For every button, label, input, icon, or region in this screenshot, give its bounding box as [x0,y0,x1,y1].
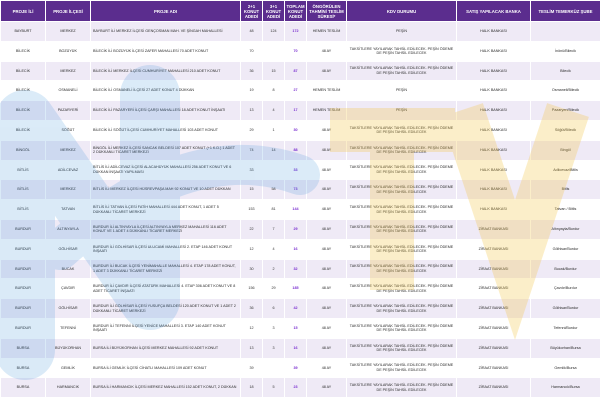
cell-district: ADİLCEVAZ [46,160,91,180]
cell-delivery-time: 48 AY [307,41,347,61]
cell-district: MERKEZ [46,22,91,42]
cell-district: OSMANELİ [46,81,91,101]
cell-district: ALTINYAYLA [46,219,91,239]
cell-units-3plus1: 6 [263,299,285,319]
cell-delivery-time: HEMEN TESLİM [307,101,347,121]
cell-province: BURDUR [1,318,46,338]
cell-province: BİLECİK [1,61,46,81]
cell-province: BURDUR [1,279,46,299]
table-row [1,61,600,81]
cell-branch: Tatvan / Bitlis [531,200,600,220]
cell-bank: HALK BANKASI [457,180,531,200]
cell-branch: Bitlis [531,180,600,200]
table-body [1,22,600,398]
cell-bank: HALK BANKASI [457,22,531,42]
cell-branch: Tefenni/Burdur [531,318,600,338]
cell-delivery-time: 48 AY [307,239,347,259]
cell-bank: HALK BANKASI [457,200,531,220]
cell-delivery-time: 48 AY [307,318,347,338]
table-row [1,239,600,259]
cell-branch: Osmaneli/Bilecik [531,81,600,101]
cell-units-total: 42 [285,299,307,319]
column-header: TOPLAM KONUT ADEDİ [285,1,307,22]
cell-project-name: BURDUR İLİ BUCAK İLÇESİ YENİMAHALLE MAHALLESİ 4. ETAP 178 ADET KONUT, 1 ADET 3 DÜKKANLI TİCARET MERKEZİ [91,259,241,279]
cell-project-name: BİLECİK İLİ PAZARYERİ İLÇESİ ÇARŞI MAHALLESİ 18 ADET KONUT İNŞAATI [91,101,241,121]
cell-units-3plus1: 29 [263,279,285,299]
cell-vat-status: TAKSİTLERE YAYILARAK TAHSİL EDİLECEK. PEŞİN ÖDEME DE PEŞİN TAHSİL EDİLECEK [347,180,457,200]
cell-vat-status: TAKSİTLERE YAYILARAK TAHSİL EDİLECEK. PEŞİN ÖDEME DE PEŞİN TAHSİL EDİLECEK [347,378,457,398]
cell-delivery-time: 48 AY [307,299,347,319]
cell-branch: İnönü/Bilecik [531,41,600,61]
cell-bank: ZİRAAT BANKASI [457,358,531,378]
cell-units-total: 27 [285,81,307,101]
cell-units-3plus1: 3 [263,318,285,338]
cell-district: BOZÜYÜK [46,41,91,61]
cell-units-3plus1 [263,41,285,61]
cell-units-2plus1: 19 [241,81,263,101]
cell-province: BİLECİK [1,101,46,121]
cell-vat-status: TAKSİTLERE YAYILARAK TAHSİL EDİLECEK. PEŞİN ÖDEME DE PEŞİN TAHSİL EDİLECEK [347,140,457,160]
cell-project-name: BİLECİK İLİ SÖĞÜT İLÇESİ CUMHURİYET MAHALLESİ 103 ADET KONUT [91,120,241,140]
cell-bank: ZİRAAT BANKASI [457,378,531,398]
cell-units-total: 70 [285,41,307,61]
cell-units-total: 73 [285,180,307,200]
table-row [1,259,600,279]
cell-units-3plus1: 4 [263,239,285,259]
cell-units-2plus1: 39 [241,358,263,378]
cell-project-name: BURSA İLİ GEMLİK İLÇESİ CİHATLI MAHALLESİ 109 ADET KONUT [91,358,241,378]
cell-units-total: 15 [285,318,307,338]
cell-district: GEMLİK [46,358,91,378]
cell-units-total: 16 [285,239,307,259]
cell-vat-status: TAKSİTLERE YAYILARAK TAHSİL EDİLECEK. PEŞİN ÖDEME DE PEŞİN TAHSİL EDİLECEK [347,239,457,259]
cell-units-2plus1: 22 [241,219,263,239]
cell-vat-status: TAKSİTLERE YAYILARAK TAHSİL EDİLECEK. PEŞİN ÖDEME DE PEŞİN TAHSİL EDİLECEK [347,279,457,299]
cell-delivery-time: 48 AY [307,338,347,358]
cell-branch: Bingöl [531,140,600,160]
cell-district: GÖLHİSAR [46,299,91,319]
cell-project-name: BİTLİS İLİ TATVAN İLÇESİ FATİH MAHALLESİ 444 ADET KONUT, 1 ADET 5 DÜKKANLI TİCARET MERKEZİ [91,200,241,220]
cell-units-total: 23 [285,378,307,398]
cell-units-3plus1 [263,160,285,180]
cell-delivery-time: 48 AY [307,180,347,200]
cell-bank: HALK BANKASI [457,140,531,160]
cell-branch: Bilecik [531,61,600,81]
cell-project-name: BAYBURT İLİ MERKEZ İLÇESİ GENÇOSMAN MAH. VE ŞİNGAH MAHALLESİ [91,22,241,42]
column-header: 3+1 KONUT ADEDİ [263,1,285,22]
cell-branch: Söğüt/Bilecik [531,120,600,140]
table-row [1,120,600,140]
table-row [1,318,600,338]
cell-units-3plus1: 7 [263,219,285,239]
cell-units-2plus1: 33 [241,160,263,180]
cell-district: MERKEZ [46,61,91,81]
cell-province: BURSA [1,338,46,358]
cell-units-total: 88 [285,140,307,160]
cell-units-total: 33 [285,160,307,180]
cell-vat-status: PEŞİN [347,101,457,121]
cell-units-total: 185 [285,279,307,299]
cell-bank: HALK BANKASI [457,41,531,61]
cell-district: BUCAK [46,259,91,279]
cell-bank: ZİRAAT BANKASI [457,338,531,358]
table-row [1,200,600,220]
cell-delivery-time: 48 AY [307,279,347,299]
cell-units-total: 17 [285,101,307,121]
cell-branch: Altınyayla/Burdur [531,219,600,239]
cell-units-3plus1: 3 [263,338,285,358]
cell-bank: HALK BANKASI [457,81,531,101]
table-row [1,180,600,200]
cell-district: HARMANCIK [46,378,91,398]
cell-district: TEFENNİ [46,318,91,338]
cell-project-name: BİLECİK İLİ BOZÜYÜK İLÇESİ ZAFER MAHALLESİ 70 ADET KONUT [91,41,241,61]
cell-units-3plus1: 81 [263,200,285,220]
cell-vat-status: PEŞİN [347,22,457,42]
cell-units-total: 32 [285,259,307,279]
cell-units-2plus1: 36 [241,61,263,81]
cell-delivery-time: HEMEN TESLİM [307,22,347,42]
cell-units-3plus1: 5 [263,378,285,398]
table-row [1,338,600,358]
cell-units-total: 39 [285,358,307,378]
table-row [1,219,600,239]
cell-province: BURSA [1,358,46,378]
cell-delivery-time: 48 AY [307,378,347,398]
cell-branch: Gölhisar/Burdur [531,239,600,259]
cell-units-3plus1: 124 [263,22,285,42]
cell-vat-status: TAKSİTLERE YAYILARAK TAHSİL EDİLECEK. PEŞİN ÖDEME DE PEŞİN TAHSİL EDİLECEK [347,299,457,319]
cell-province: BİLECİK [1,81,46,101]
cell-delivery-time: 48 AY [307,61,347,81]
cell-units-total: 172 [285,22,307,42]
cell-bank: ZİRAAT BANKASI [457,279,531,299]
cell-units-total: 30 [285,120,307,140]
cell-bank: HALK BANKASI [457,61,531,81]
cell-district: MERKEZ [46,180,91,200]
table-row [1,160,600,180]
cell-province: BURDUR [1,239,46,259]
cell-vat-status: TAKSİTLERE YAYILARAK TAHSİL EDİLECEK. PEŞİN ÖDEME DE PEŞİN TAHSİL EDİLECEK [347,338,457,358]
cell-units-3plus1: 14 [263,140,285,160]
table-row [1,279,600,299]
cell-project-name: BİTLİS İLİ ADİLCEVAZ İLÇESİ ALACAHÜYÜK MAHALLESİ 256 ADET KONUT VE 6 DÜKKAN İNŞAATI YAPILMASI [91,160,241,180]
cell-project-name: BURDUR İLİ TEFENNİ İLÇESİ YENİCE MAHALLESİ 3. ETAP 140 ADET KONUT İNŞAATI [91,318,241,338]
cell-branch: Çavdır/Burdur [531,279,600,299]
cell-branch: Gölhisar/Burdur [531,299,600,319]
table-row [1,101,600,121]
cell-branch [531,22,600,42]
cell-bank: ZİRAAT BANKASI [457,259,531,279]
cell-delivery-time: 48 AY [307,140,347,160]
cell-province: BAYBURT [1,22,46,42]
cell-district: SÖĞÜT [46,120,91,140]
cell-province: BİTLİS [1,160,46,180]
cell-project-name: BİTLİS İLİ MERKEZ İLÇESİ HÜSREVPAŞA MAH 92 KONUT VE 10 ADET DÜKKAN [91,180,241,200]
cell-units-2plus1: 12 [241,318,263,338]
table-row [1,299,600,319]
cell-district: ÇAVDIR [46,279,91,299]
column-header: PROJE İLÇESİ [46,1,91,22]
cell-units-2plus1: 70 [241,41,263,61]
cell-province: BİLECİK [1,120,46,140]
cell-units-2plus1: 48 [241,22,263,42]
cell-units-2plus1: 12 [241,239,263,259]
column-header: KDV DURUMU [347,1,457,22]
cell-branch: Adilcevaz/Bitlis [531,160,600,180]
column-header: PROJE İLİ [1,1,46,22]
cell-vat-status: TAKSİTLERE YAYILARAK TAHSİL EDİLECEK. PEŞİN ÖDEME DE PEŞİN TAHSİL EDİLECEK [347,358,457,378]
cell-branch: Gemlik/Bursa [531,358,600,378]
cell-district: MERKEZ [46,140,91,160]
column-header: ÖNGÖRÜLEN TAHMİNİ TESLİM SÜRESİ* [307,1,347,22]
cell-vat-status: PEŞİN [347,81,457,101]
table-row [1,41,600,61]
cell-province: BURSA [1,378,46,398]
cell-vat-status: TAKSİTLERE YAYILARAK TAHSİL EDİLECEK. PEŞİN ÖDEME DE PEŞİN TAHSİL EDİLECEK [347,160,457,180]
cell-delivery-time: 48 AY [307,219,347,239]
cell-units-3plus1: 4 [263,101,285,121]
cell-province: BİTLİS [1,180,46,200]
table-row [1,22,600,42]
cell-units-2plus1: 15 [241,180,263,200]
table-header [1,1,600,22]
cell-units-total: 144 [285,200,307,220]
cell-vat-status: TAKSİTLERE YAYILARAK TAHSİL EDİLECEK. PEŞİN ÖDEME DE PEŞİN TAHSİL EDİLECEK [347,259,457,279]
cell-delivery-time: 48 AY [307,160,347,180]
cell-bank: ZİRAAT BANKASI [457,239,531,259]
cell-vat-status: TAKSİTLERE YAYILARAK TAHSİL EDİLECEK. PEŞİN ÖDEME DE PEŞİN TAHSİL EDİLECEK [347,219,457,239]
cell-units-2plus1: 36 [241,299,263,319]
cell-bank: HALK BANKASI [457,101,531,121]
cell-units-3plus1: 2 [263,259,285,279]
cell-units-2plus1: 74 [241,140,263,160]
cell-units-2plus1: 30 [241,259,263,279]
cell-bank: HALK BANKASI [457,120,531,140]
cell-district: BÜYÜKORHAN [46,338,91,358]
cell-units-2plus1: 153 [241,200,263,220]
cell-units-total: 16 [285,338,307,358]
column-header: PROJE ADI [91,1,241,22]
cell-vat-status: TAKSİTLERE YAYILARAK TAHSİL EDİLECEK. PEŞİN ÖDEME DE PEŞİN TAHSİL EDİLECEK [347,120,457,140]
cell-units-3plus1: 8 [263,81,285,101]
cell-project-name: BURDUR İLİ GÖLHİSAR İLÇESİ YUSUFÇA BELDESİ 120 ADET KONUT VE 1 ADET 2 DÜKKANLI TİCARET MERKEZİ [91,299,241,319]
cell-vat-status: TAKSİTLERE YAYILARAK TAHSİL EDİLECEK. PEŞİN ÖDEME DE PEŞİN TAHSİL EDİLECEK [347,61,457,81]
cell-units-total: 29 [285,219,307,239]
table-row [1,378,600,398]
cell-project-name: BURSA İLİ BÜYÜKORHAN İLÇESİ MERKEZ MAHALLESİ 92 ADET KONUT [91,338,241,358]
cell-vat-status: TAKSİTLERE YAYILARAK TAHSİL EDİLECEK. PEŞİN ÖDEME DE PEŞİN TAHSİL EDİLECEK [347,318,457,338]
cell-project-name: BURDUR İLİ ÇAVDIR İLÇESİ ATATÜRK MAHALLESİ 4. ETAP 306 ADET KONUT VE 8 ADET TİCARET İNŞAATI [91,279,241,299]
cell-delivery-time: HEMEN TESLİM [307,81,347,101]
cell-province: BİLECİK [1,41,46,61]
cell-units-3plus1: 1 [263,120,285,140]
cell-province: BİNGÖL [1,140,46,160]
cell-project-name: BURDUR İLİ ALTINYAYLA İLÇESİ ALTINYAYLA MERKEZ MAHALLESİ 116 ADET KONUT VE 1 ADET 4 DÜKKANLI TİCARET MERKEZİ [91,219,241,239]
cell-project-name: BİLECİK İLİ MERKEZ İLÇESİ CUMHURİYET MAHALLESİ 210 ADET KONUT [91,61,241,81]
cell-bank: ZİRAAT BANKASI [457,299,531,319]
cell-units-total: 87 [285,61,307,81]
cell-district: PAZARYERİ [46,101,91,121]
cell-district: TATVAN [46,200,91,220]
cell-delivery-time: 48 AY [307,200,347,220]
cell-units-3plus1: 15 [263,61,285,81]
cell-vat-status: TAKSİTLERE YAYILARAK TAHSİL EDİLECEK. PEŞİN ÖDEME DE PEŞİN TAHSİL EDİLECEK [347,200,457,220]
cell-units-2plus1: 13 [241,338,263,358]
cell-project-name: BURSA İLİ HARMANCIK İLÇESİ MERKEZ MAHALLESİ 152 ADET KONUT, 2 DÜKKAN [91,378,241,398]
cell-bank: ZİRAAT BANKASI [457,219,531,239]
cell-project-name: BİNGÖL İLİ MERKEZ İLÇESİ SANCAK BELDESİ 107 ADET KONUT (+1 K.D.) 1 ADET 2 DÜKKANLI TİCARET MERKEZİ [91,140,241,160]
cell-bank: HALK BANKASI [457,160,531,180]
cell-branch: Bucak/Burdur [531,259,600,279]
cell-province: BİTLİS [1,200,46,220]
cell-branch: Pazaryeri/Bilecik [531,101,600,121]
cell-delivery-time: 48 AY [307,358,347,378]
table-row [1,81,600,101]
cell-district: GÖLHİSAR [46,239,91,259]
cell-branch: Büyükorhan/Bursa [531,338,600,358]
header-row [1,1,600,22]
cell-delivery-time: 48 AY [307,120,347,140]
column-header: 2+1 KONUT ADEDİ [241,1,263,22]
column-header: TESLİM TEMERKÜZ ŞUBE [531,1,600,22]
cell-units-2plus1: 13 [241,101,263,121]
cell-project-name: BİLECİK İLİ OSMANELİ İLÇESİ 27 ADET KONUT 4 DÜKKAN [91,81,241,101]
cell-project-name: BURDUR İLİ GÖLHİSAR İLÇESİ ULUCAMİ MAHALLESİ 2. ETAP 146 ADET KONUT İNŞAATI [91,239,241,259]
cell-vat-status: TAKSİTLERE YAYILARAK TAHSİL EDİLECEK. PEŞİN ÖDEME DE PEŞİN TAHSİL EDİLECEK [347,41,457,61]
cell-delivery-time: 48 AY [307,259,347,279]
table-row [1,358,600,378]
cell-branch: Harmancık/Bursa [531,378,600,398]
cell-units-3plus1: 58 [263,180,285,200]
table-row [1,140,600,160]
cell-province: BURDUR [1,219,46,239]
cell-province: BURDUR [1,259,46,279]
cell-bank: ZİRAAT BANKASI [457,318,531,338]
column-header: SATIŞ YAPILACAK BANKA [457,1,531,22]
cell-province: BURDUR [1,299,46,319]
cell-units-2plus1: 29 [241,120,263,140]
cell-units-2plus1: 18 [241,378,263,398]
cell-units-3plus1 [263,358,285,378]
cell-units-2plus1: 156 [241,279,263,299]
